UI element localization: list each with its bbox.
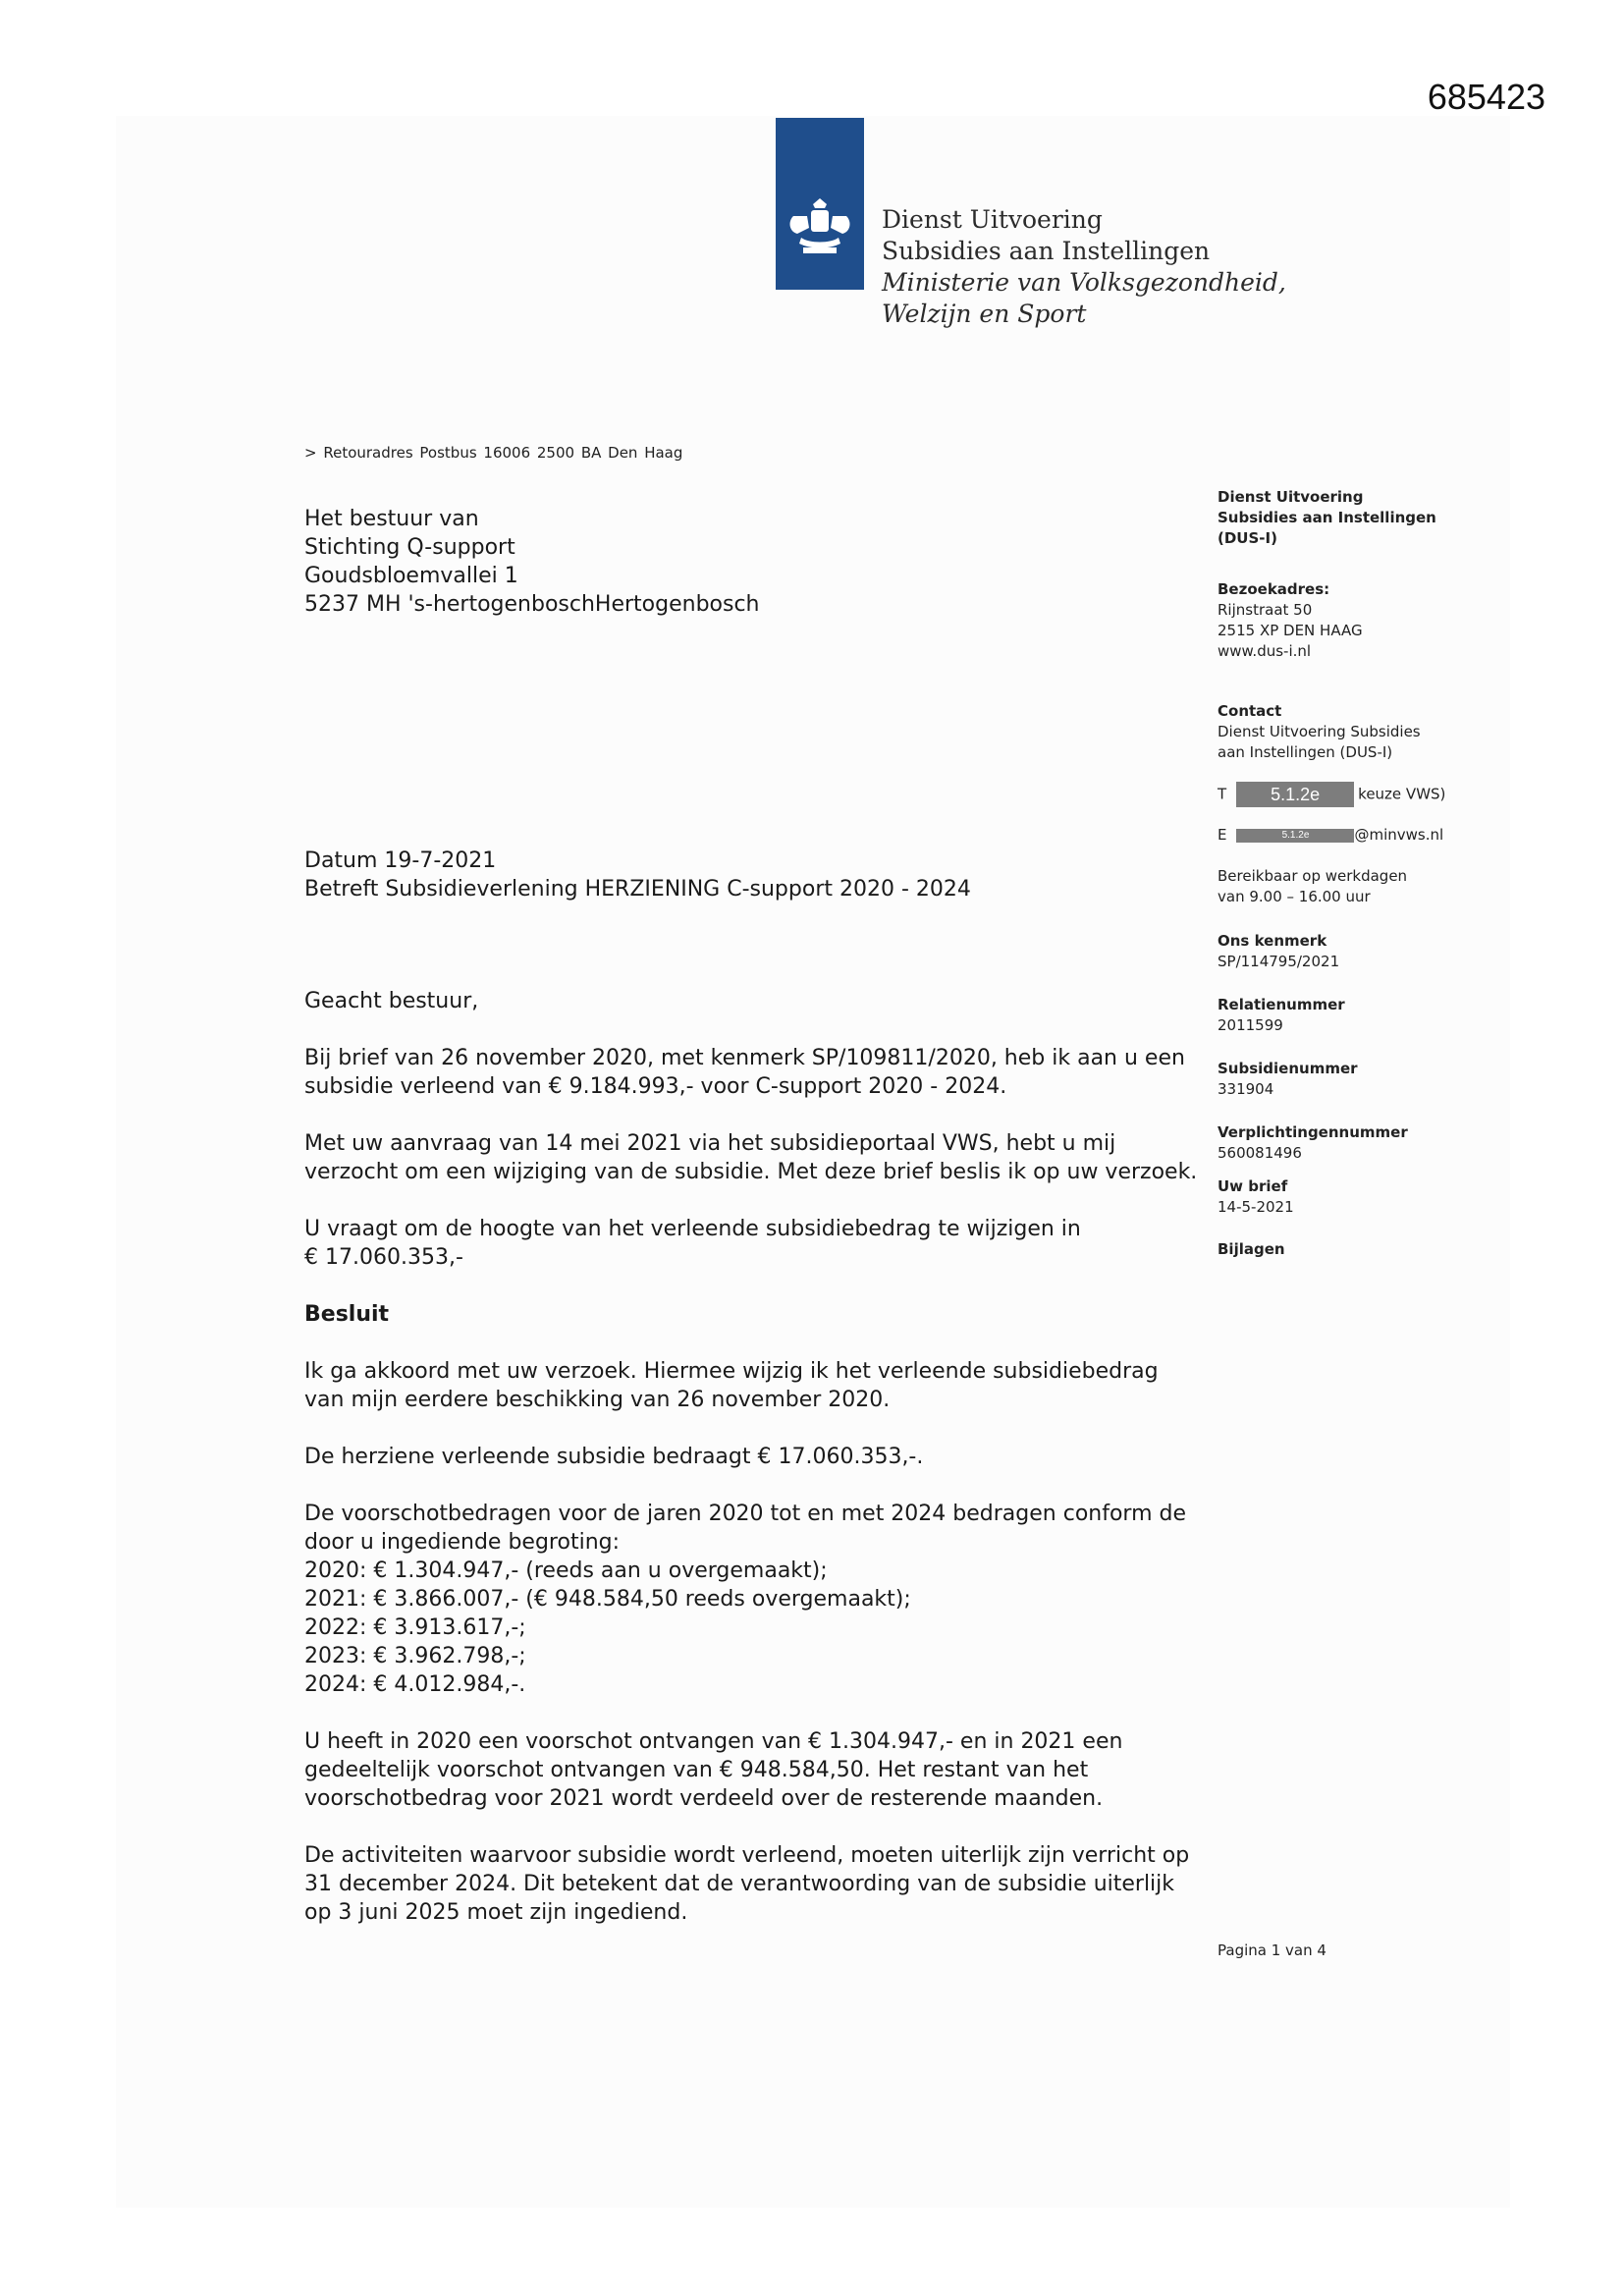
email-prefix: E bbox=[1218, 826, 1227, 844]
date-subject-block bbox=[304, 847, 971, 903]
paragraph bbox=[304, 1841, 1188, 1927]
paragraph-line: € 17.060.353,- bbox=[304, 1245, 463, 1270]
email-line bbox=[1218, 825, 1443, 846]
paragraph bbox=[304, 1727, 1188, 1813]
sender-org bbox=[1218, 487, 1436, 549]
paragraph-line: U heeft in 2020 een voorschot ontvangen van € 1.304.947,- en in 2021 een bbox=[304, 1729, 1123, 1754]
verplichtingennummer bbox=[1218, 1122, 1408, 1164]
hours-line: Bereikbaar op werkdagen bbox=[1218, 867, 1408, 885]
visit-address-line: 2515 XP DEN HAAG bbox=[1218, 622, 1363, 639]
telephone-suffix: keuze VWS) bbox=[1358, 785, 1446, 803]
visit-address-line: Rijnstraat 50 bbox=[1218, 601, 1313, 619]
advance-line: 2021: € 3.866.007,- (€ 948.584,50 reeds overgemaakt); bbox=[304, 1587, 911, 1612]
paragraph bbox=[304, 1500, 1188, 1699]
opening-hours bbox=[1218, 866, 1407, 907]
advance-line: 2022: € 3.913.617,-; bbox=[304, 1615, 526, 1640]
paragraph bbox=[304, 1215, 1188, 1272]
visit-address-label: Bezoekadres: bbox=[1218, 580, 1330, 598]
logo-line-1: Dienst Uitvoering bbox=[882, 205, 1103, 234]
paragraph-line: voorschotbedrag voor 2021 wordt verdeeld over de resterende maanden. bbox=[304, 1786, 1104, 1811]
contact-label: Contact bbox=[1218, 702, 1282, 720]
relatienummer-label: Relatienummer bbox=[1218, 996, 1345, 1013]
paragraph-line: De activiteiten waarvoor subsidie wordt verleend, moeten uiterlijk zijn verricht op bbox=[304, 1843, 1190, 1868]
bijlagen bbox=[1218, 1239, 1285, 1260]
salutation: Geacht bestuur, bbox=[304, 989, 479, 1013]
recipient-line: Stichting Q-support bbox=[304, 535, 515, 560]
subsidienummer-value: 331904 bbox=[1218, 1080, 1274, 1098]
logo-line-3: Ministerie van Volksgezondheid, bbox=[882, 268, 1286, 297]
subject-line: Betreft Subsidieverlening HERZIENING C-support 2020 - 2024 bbox=[304, 877, 971, 902]
paragraph-line: subsidie verleend van € 9.184.993,- voor C-support 2020 - 2024. bbox=[304, 1074, 1007, 1099]
paragraph-line: Bij brief van 26 november 2020, met kenmerk SP/109811/2020, heb ik aan u een bbox=[304, 1046, 1185, 1070]
paragraph-line: U vraagt om de hoogte van het verleende subsidiebedrag te wijzigen in bbox=[304, 1217, 1081, 1241]
logo-line-2: Subsidies aan Instellingen bbox=[882, 237, 1211, 265]
uw-brief-label: Uw brief bbox=[1218, 1177, 1288, 1195]
ons-kenmerk-value: SP/114795/2021 bbox=[1218, 953, 1340, 970]
paragraph-line: door u ingediende begroting: bbox=[304, 1530, 621, 1555]
paragraph-line: De voorschotbedragen voor de jaren 2020 tot en met 2024 bedragen conform de bbox=[304, 1502, 1187, 1526]
hours-line: van 9.00 – 16.00 uur bbox=[1218, 888, 1371, 905]
contact-line: Dienst Uitvoering Subsidies bbox=[1218, 723, 1421, 740]
telephone-line bbox=[1218, 782, 1445, 807]
recipient-line: Goudsbloemvallei 1 bbox=[304, 564, 518, 588]
section-heading: Besluit bbox=[304, 1302, 390, 1327]
paragraph bbox=[304, 1129, 1198, 1186]
letter-body bbox=[304, 987, 1198, 1927]
paragraph bbox=[304, 1044, 1188, 1101]
paragraph-line: op 3 juni 2025 moet zijn ingediend. bbox=[304, 1900, 688, 1925]
logo-bar bbox=[776, 118, 864, 290]
logo-line-4: Welzijn en Sport bbox=[882, 300, 1087, 328]
subsidienummer bbox=[1218, 1059, 1358, 1100]
paragraph-line: van mijn eerdere beschikking van 26 november 2020. bbox=[304, 1388, 891, 1412]
relatienummer bbox=[1218, 995, 1345, 1036]
uw-brief-value: 14-5-2021 bbox=[1218, 1198, 1294, 1216]
sender-org-line: Dienst Uitvoering bbox=[1218, 488, 1364, 506]
verplichtingennummer-value: 560081496 bbox=[1218, 1144, 1302, 1162]
relatienummer-value: 2011599 bbox=[1218, 1016, 1283, 1034]
paragraph-line: gedeeltelijk voorschot ontvangen van € 948.584,50. Het restant van het bbox=[304, 1758, 1089, 1782]
advance-line: 2020: € 1.304.947,- (reeds aan u overgemaakt); bbox=[304, 1558, 828, 1583]
return-address: > Retouradres Postbus 16006 2500 BA Den Haag bbox=[304, 444, 683, 462]
contact-line: aan Instellingen (DUS-I) bbox=[1218, 743, 1393, 761]
bijlagen-label: Bijlagen bbox=[1218, 1240, 1285, 1258]
document-number: 685423 bbox=[1427, 77, 1545, 117]
ons-kenmerk bbox=[1218, 931, 1339, 972]
recipient-line: 5237 MH 's-hertogenboschHertogenbosch bbox=[304, 592, 760, 617]
visit-address bbox=[1218, 579, 1363, 662]
paragraph-line: Ik ga akkoord met uw verzoek. Hiermee wijzig ik het verleende subsidiebedrag bbox=[304, 1359, 1159, 1384]
recipient-address bbox=[304, 505, 760, 619]
telephone-prefix: T bbox=[1218, 785, 1227, 803]
ons-kenmerk-label: Ons kenmerk bbox=[1218, 932, 1327, 950]
paragraph-line: 31 december 2024. Dit betekent dat de verantwoording van de subsidie uiterlijk bbox=[304, 1872, 1175, 1896]
contact-block bbox=[1218, 701, 1421, 763]
sender-org-line: (DUS-I) bbox=[1218, 529, 1277, 547]
verplichtingennummer-label: Verplichtingennummer bbox=[1218, 1123, 1408, 1141]
date-line: Datum 19-7-2021 bbox=[304, 848, 497, 873]
email-suffix[interactable]: @minvws.nl bbox=[1354, 826, 1444, 844]
website-link[interactable]: www.dus-i.nl bbox=[1218, 642, 1312, 660]
advance-line: 2023: € 3.962.798,-; bbox=[304, 1644, 526, 1668]
paragraph: De herziene verleende subsidie bedraagt € 17.060.353,-. bbox=[304, 1445, 924, 1469]
coat-of-arms-icon bbox=[784, 198, 856, 261]
advance-line: 2024: € 4.012.984,-. bbox=[304, 1672, 526, 1697]
page-number: Pagina 1 van 4 bbox=[1218, 1941, 1326, 1959]
redaction-box: 5.1.2e bbox=[1236, 829, 1354, 843]
paragraph-line: Met uw aanvraag van 14 mei 2021 via het subsidieportaal VWS, hebt u mij bbox=[304, 1131, 1116, 1156]
redaction-box: 5.1.2e bbox=[1236, 782, 1354, 807]
uw-brief bbox=[1218, 1176, 1294, 1218]
sender-org-line: Subsidies aan Instellingen bbox=[1218, 509, 1436, 526]
logo-text bbox=[882, 204, 1286, 330]
paragraph-line: verzocht om een wijziging van de subsidie. Met deze brief beslis ik op uw verzoek. bbox=[304, 1160, 1198, 1184]
subsidienummer-label: Subsidienummer bbox=[1218, 1060, 1358, 1077]
paragraph bbox=[304, 1357, 1188, 1414]
recipient-line: Het bestuur van bbox=[304, 507, 479, 531]
